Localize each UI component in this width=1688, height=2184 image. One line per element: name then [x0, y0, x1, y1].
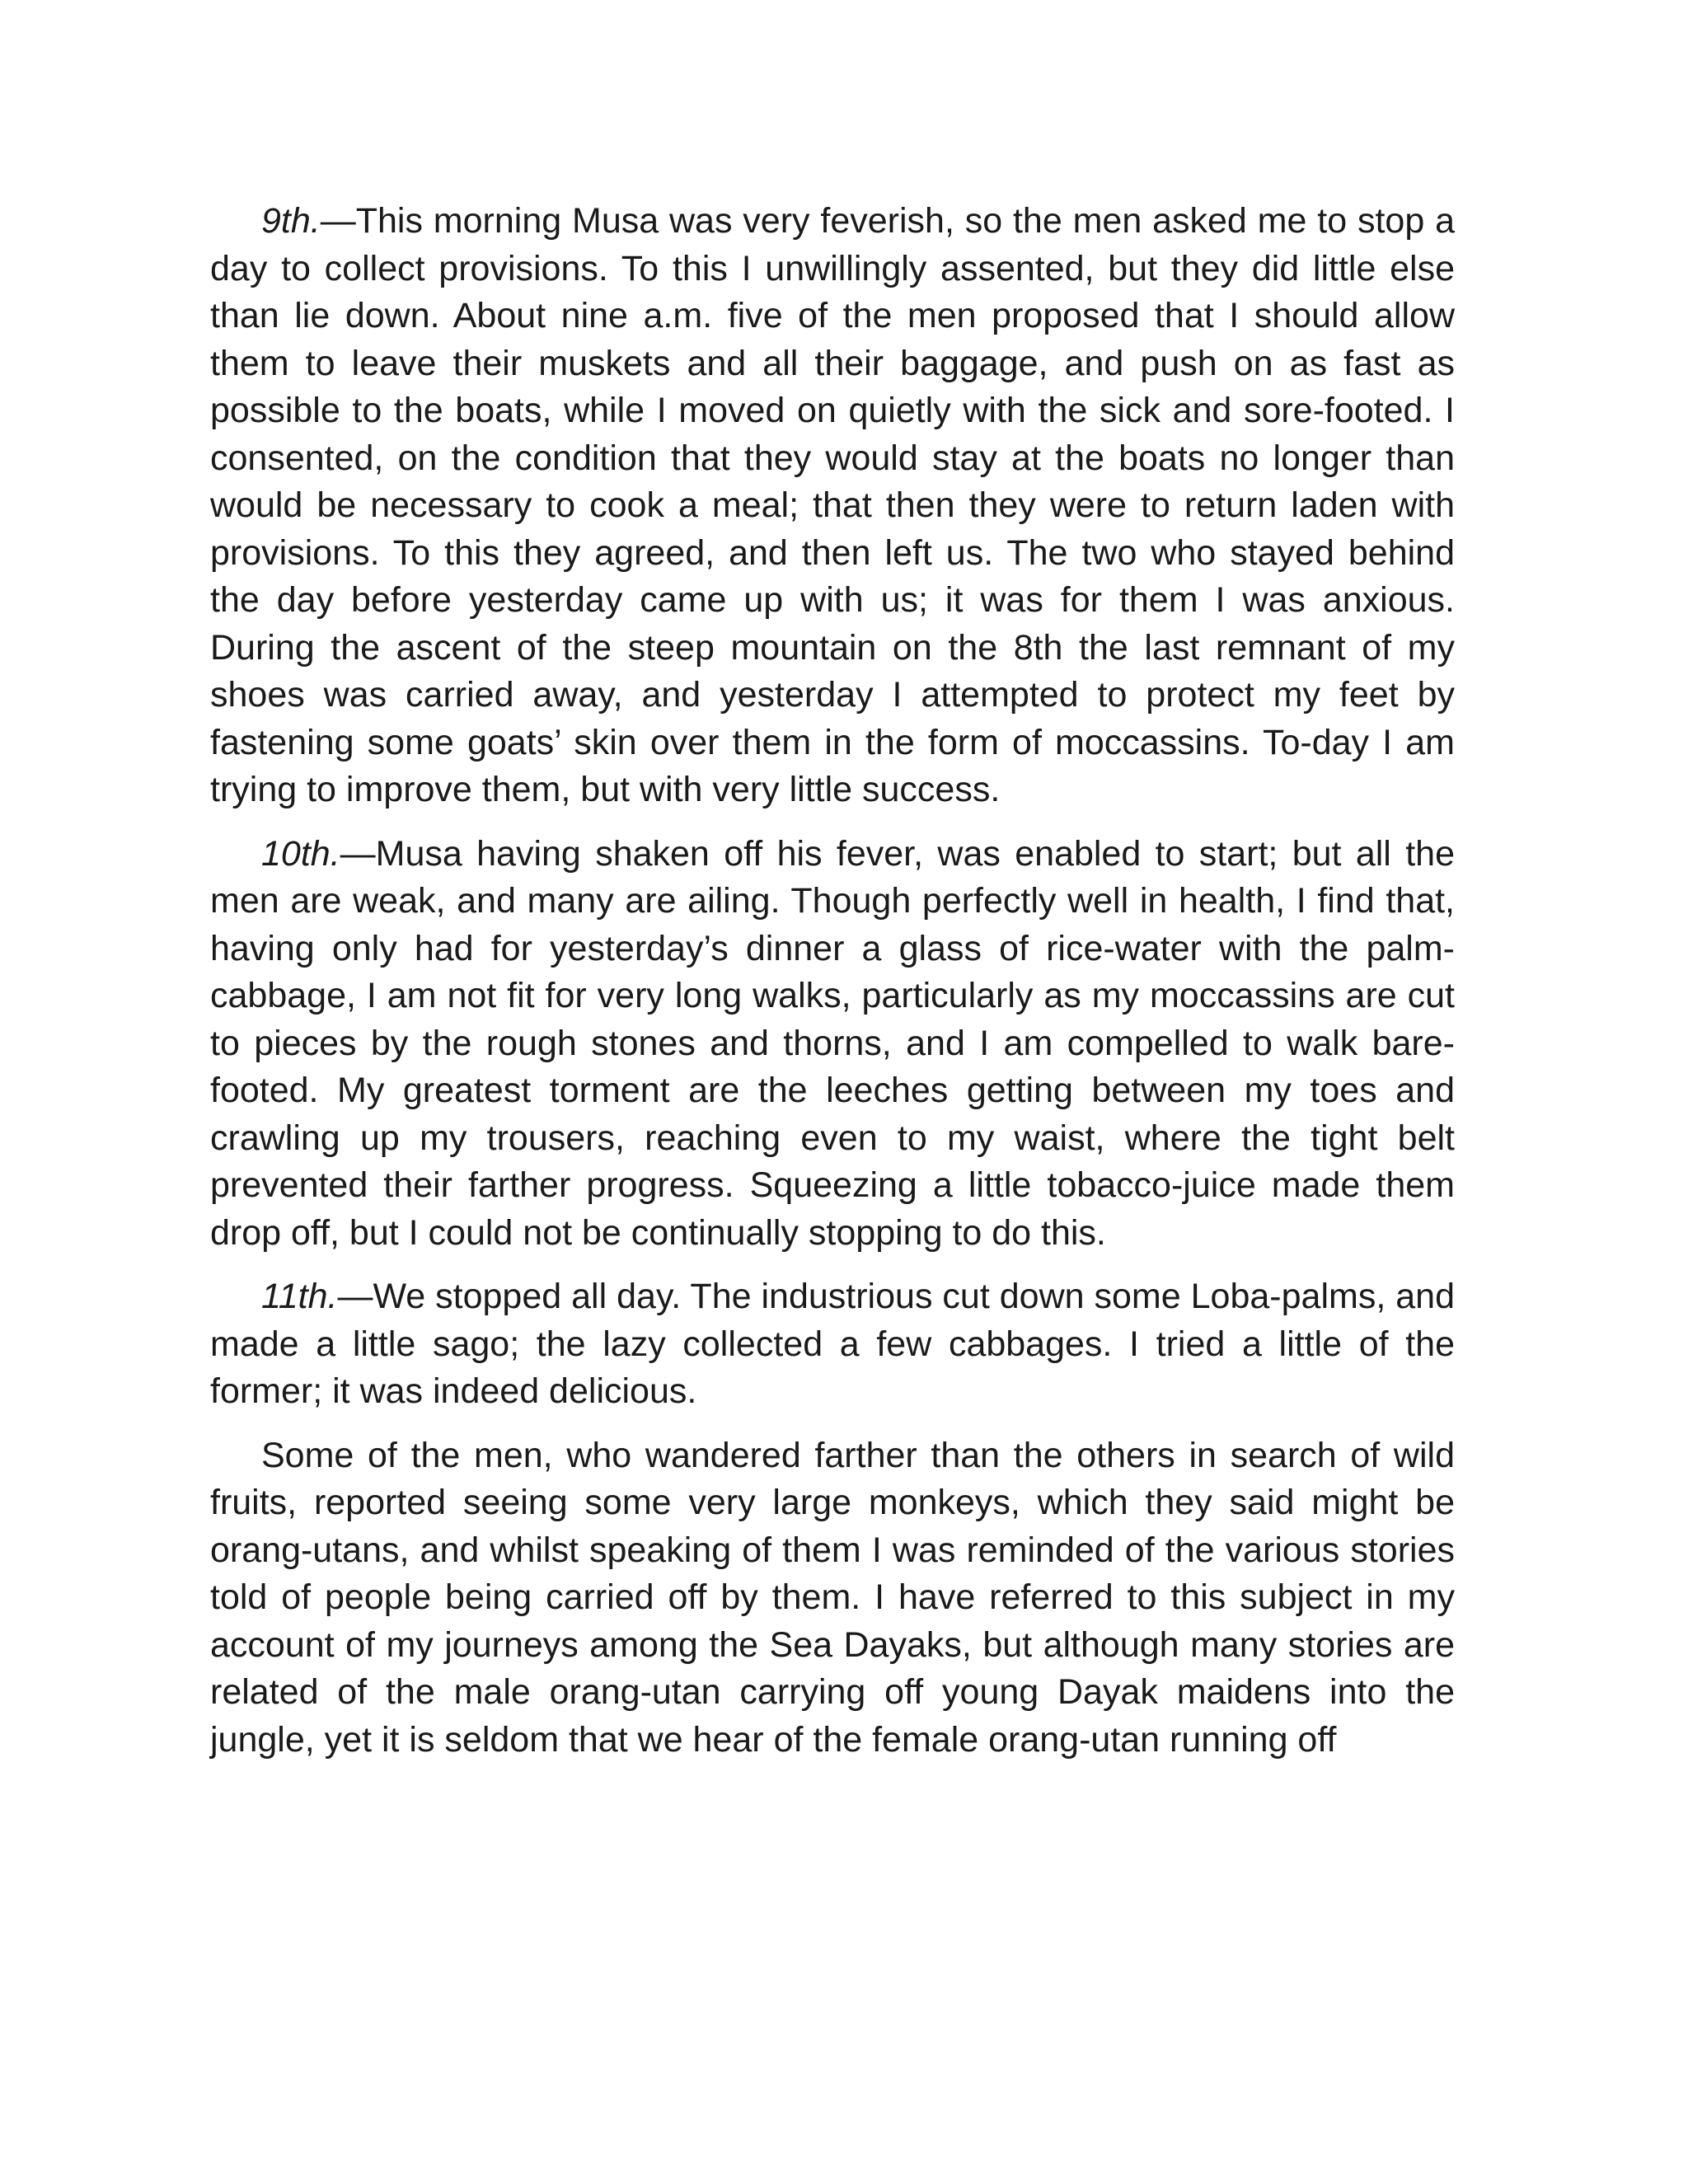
page-body	[210, 198, 1455, 1780]
entry-date: 11th.	[261, 1277, 338, 1316]
entry-date: 9th.	[261, 201, 321, 241]
entry-text: —We stopped all day. The industrious cut down some Loba-palms, and made a little sago; the lazy collected a few cabbages. I tried a little of the former; it was indeed delicious.	[210, 1277, 1455, 1411]
entry-text: —This morning Musa was very feverish, so the men asked me to stop a day to collect provisions. To this I unwillingly assented, but they did little else than lie down. About nine a.m. five of the men proposed that I should allow them to leave their muskets and all their baggage, and push on as fast as possible to the boats, while I moved on quietly with the sick and sore-footed. I consented, on the condition that they would stay at the boats no longer than would be necessary to cook a meal; that then they were to return laden with provisions. To this they agreed, and then left us. The two who stayed behind the day before yesterday came up with us; it was for them I was anxious. During the ascent of the steep mountain on the 8th the last remnant of my shoes was carried away, and yesterday I attempted to protect my feet by fastening some goats’ skin over them in the form of moccassins. To-day I am trying to improve them, but with very little success.	[210, 201, 1455, 809]
entry-text: —Musa having shaken off his fever, was enabled to start; but all the men are weak, and many are ailing. Though perfectly well in health, I find that, having only had for yesterday’s dinner a glass of rice-water with the palm-cabbage, I am not fit for very long walks, particularly as my moccassins are cut to pieces by the rough stones and thorns, and I am compelled to walk bare-footed. My greatest torment are the leeches getting between my toes and crawling up my trousers, reaching even to my waist, where the tight belt prevented their farther progress. Squeezing a little tobacco-juice made them drop off, but I could not be continually stopping to do this.	[210, 833, 1455, 1253]
journal-entry-10th	[210, 831, 1455, 1258]
journal-entry-9th	[210, 198, 1455, 814]
body-paragraph	[210, 1432, 1455, 1765]
entry-date: 10th.	[261, 833, 340, 874]
journal-entry-11th	[210, 1273, 1455, 1416]
paragraph-text: Some of the men, who wandered farther than the others in search of wild fruits, reported seeing some very large monkeys, which they said might be orang-utans, and whilst speaking of them I was reminded of the various stories told of people being carried off by them. I have referred to this subject in my account of my journeys among the Sea Dayaks, but although many stories are related of the male orang-utan carrying off young Dayak maidens into the jungle, yet it is seldom that we hear of the female orang-utan running off	[210, 1435, 1455, 1760]
